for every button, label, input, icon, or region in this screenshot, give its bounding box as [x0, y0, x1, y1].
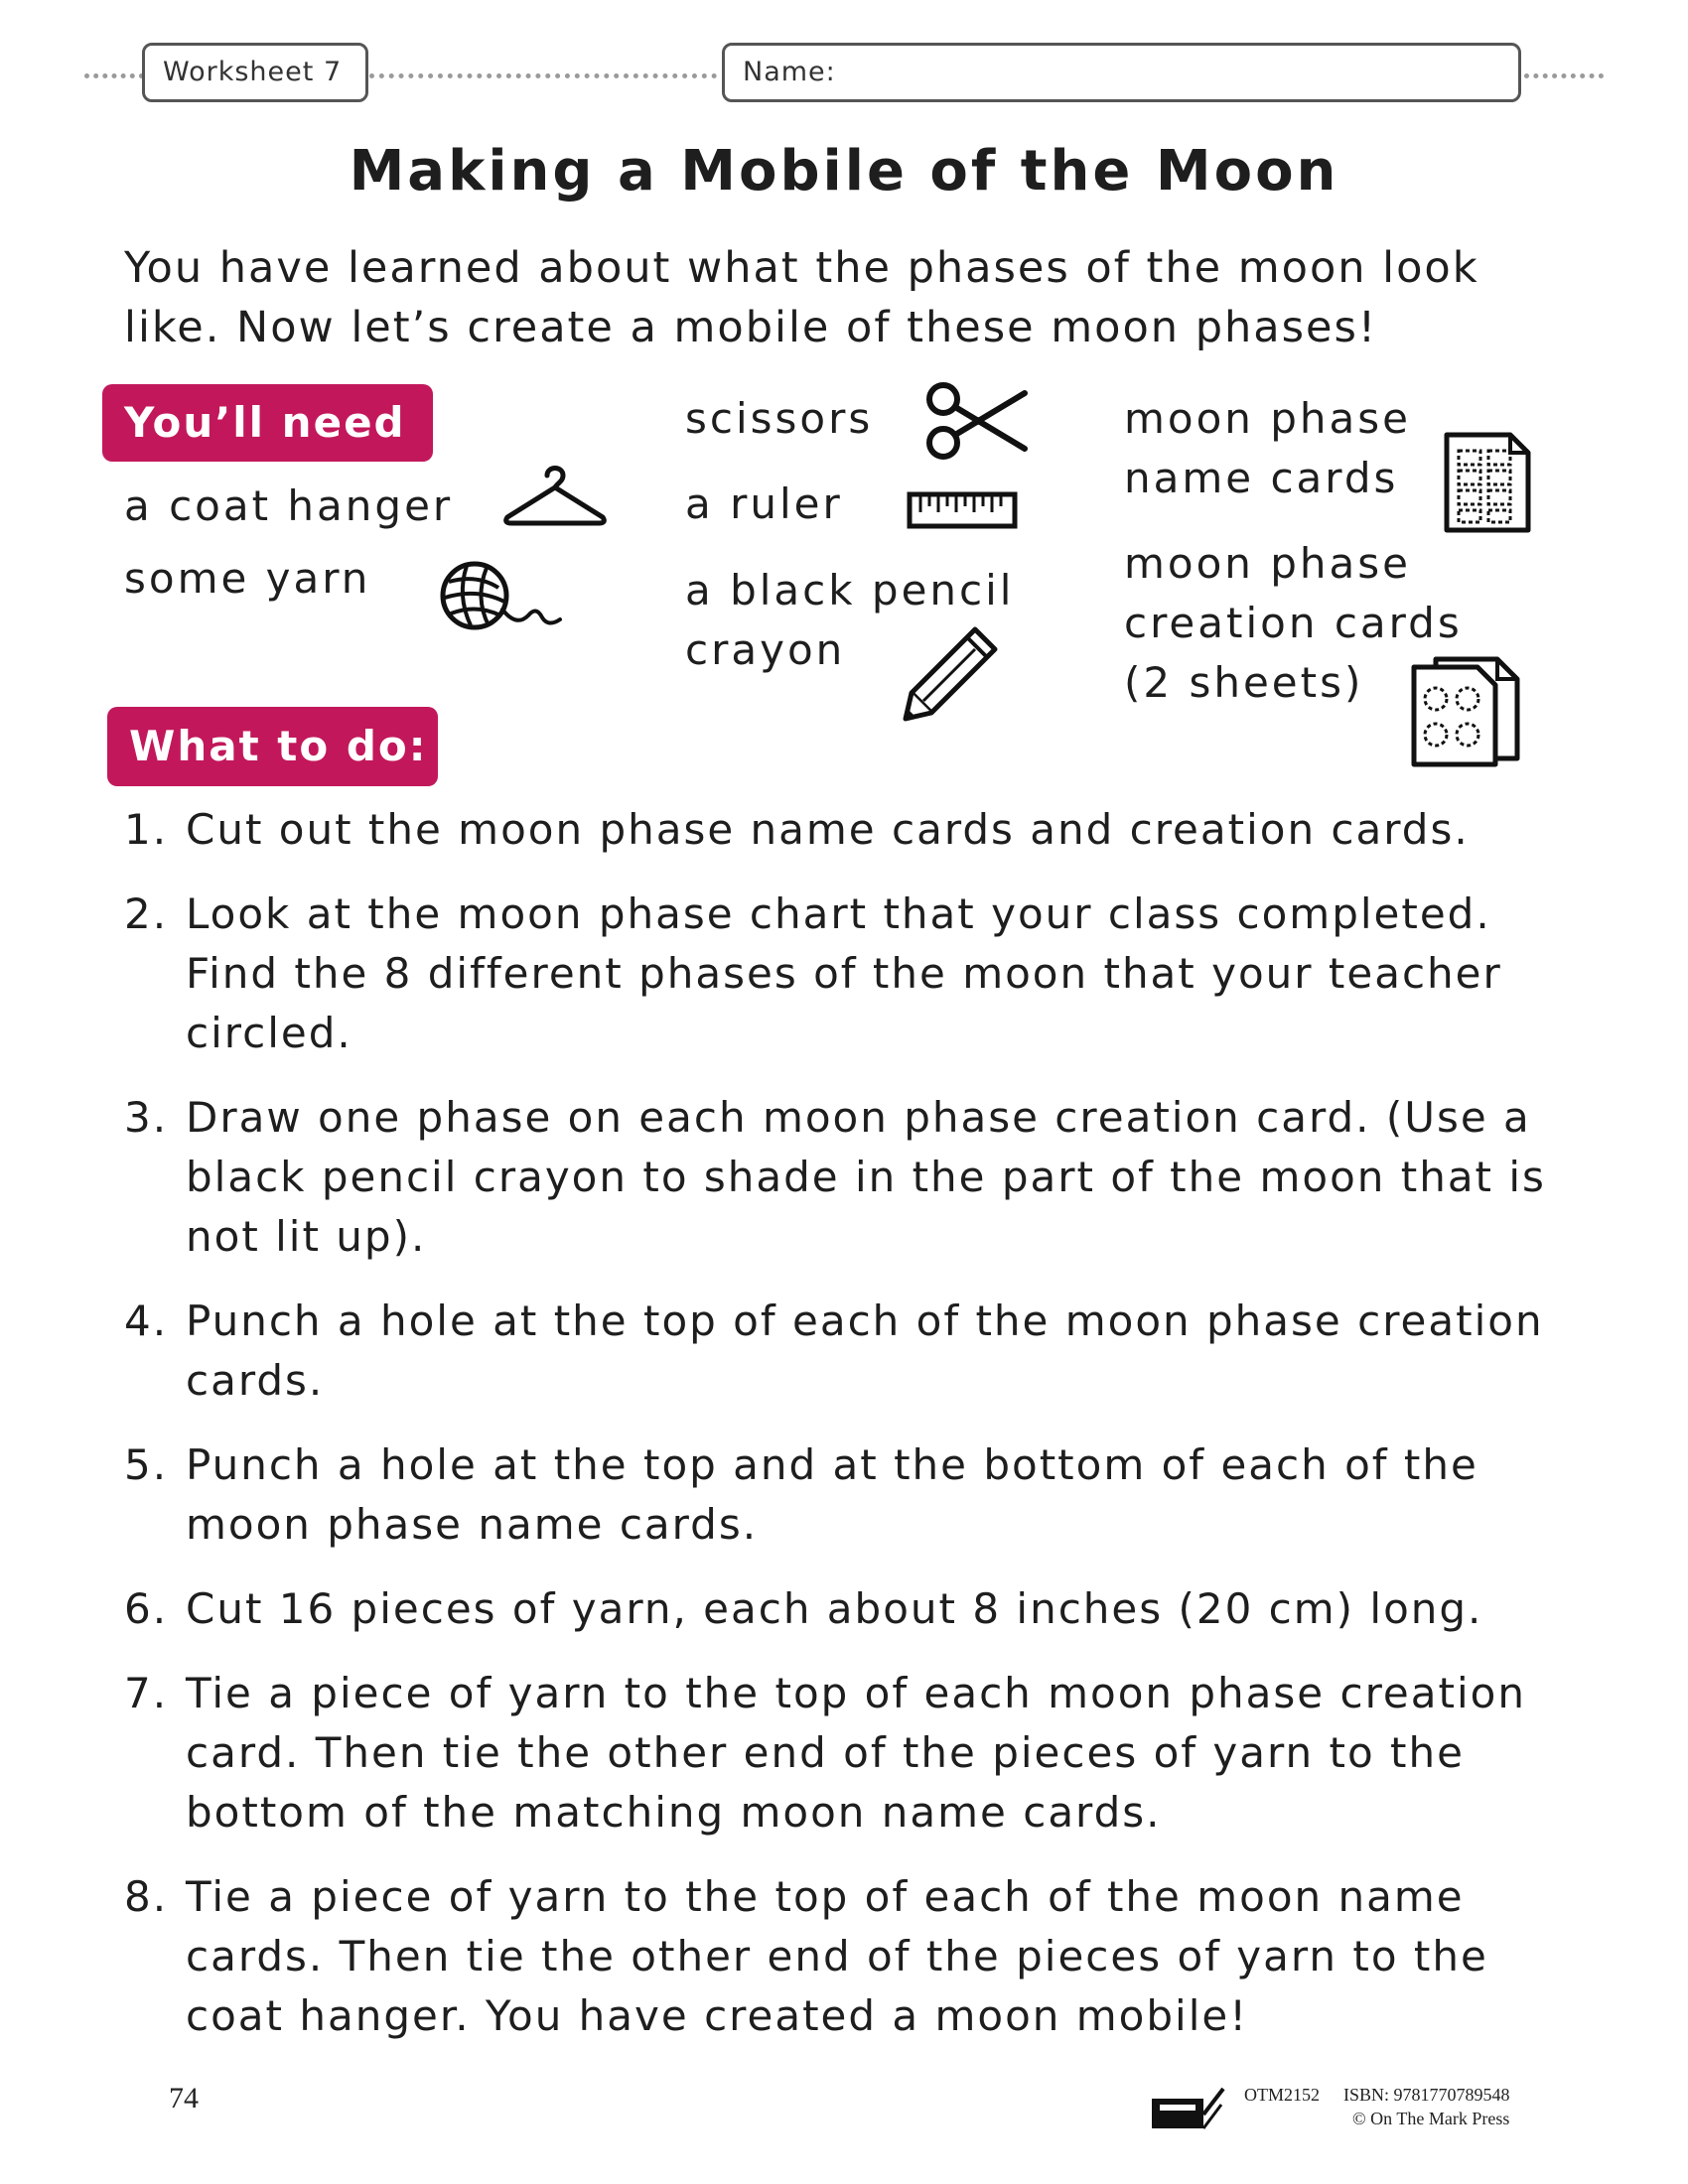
list-item: [124, 1435, 1594, 1555]
list-item: [124, 885, 1594, 1063]
publisher-logo-icon: [1150, 2085, 1225, 2130]
step-text: Punch a hole at the top of each of the moon phase creation cards.: [186, 1297, 1544, 1405]
step-text: Tie a piece of yarn to the top of each moon phase creation card. Then tie the other end of the pieces of yarn to the bottom of the matching moon name cards.: [186, 1669, 1526, 1837]
step-number: 3.: [124, 1093, 169, 1142]
copyright: © On The Mark Press: [1352, 2109, 1510, 2128]
list-item: [124, 1292, 1594, 1411]
header-dots-middle: [369, 73, 717, 78]
list-item: [124, 1579, 1594, 1639]
material-name-cards: moon phase name cards: [1124, 394, 1412, 502]
worksheet-label: Worksheet 7: [142, 43, 368, 102]
step-text: Cut 16 pieces of yarn, each about 8 inches (20 cm) long.: [186, 1584, 1483, 1633]
step-text: Cut out the moon phase name cards and creation cards.: [186, 805, 1470, 854]
scissors-icon: [921, 377, 1029, 465]
list-item: [124, 800, 1594, 860]
list-item: [124, 1088, 1594, 1267]
creation-cards-icon: [1408, 655, 1523, 768]
material-yarn: some yarn: [124, 554, 371, 603]
list-item: [124, 1664, 1594, 1843]
header-dots-left: [84, 73, 144, 78]
material-scissors: scissors: [685, 394, 874, 443]
coat-hanger-icon: [501, 462, 609, 531]
step-number: 4.: [124, 1297, 169, 1345]
product-code: OTM2152: [1244, 2085, 1320, 2105]
step-text: Punch a hole at the top and at the bottom of each of the moon phase name cards.: [186, 1440, 1478, 1549]
header-dots-right: [1524, 73, 1604, 78]
step-number: 1.: [124, 805, 169, 854]
yarn-ball-icon: [437, 558, 566, 635]
pencil-icon: [902, 623, 1001, 723]
step-number: 6.: [124, 1584, 169, 1633]
step-text: Tie a piece of yarn to the top of each of the moon name cards. Then tie the other end of the pieces of yarn to the coat hanger. You have created a moon mobile!: [186, 1872, 1488, 2040]
list-item: [124, 1867, 1594, 2046]
step-text: Draw one phase on each moon phase creation card. (Use a black pencil crayon to shade in the part of the moon that is not lit up).: [186, 1093, 1546, 1261]
steps-list: [124, 800, 1594, 2071]
page-number: 74: [169, 2082, 199, 2115]
step-number: 2.: [124, 889, 169, 938]
step-text: Look at the moon phase chart that your class completed. Find the 8 different phases of the moon that your teacher circled.: [186, 889, 1502, 1057]
needs-heading: You’ll need: [102, 384, 433, 462]
ruler-icon: [907, 488, 1018, 532]
todo-heading: What to do:: [107, 707, 438, 786]
page-title: Making a Mobile of the Moon: [349, 139, 1339, 204]
material-pencil: a black pencil crayon: [685, 566, 1015, 674]
material-ruler: a ruler: [685, 479, 843, 528]
name-cards-icon: [1443, 431, 1532, 534]
isbn: ISBN: 9781770789548: [1343, 2085, 1510, 2105]
step-number: 8.: [124, 1872, 169, 1921]
material-creation-cards: moon phase creation cards (2 sheets): [1124, 539, 1463, 707]
name-field[interactable]: Name:: [722, 43, 1521, 102]
step-number: 7.: [124, 1669, 169, 1717]
intro-text: You have learned about what the phases of the moon look like. Now let’s create a mobile of these moon phases!: [124, 243, 1479, 352]
step-number: 5.: [124, 1440, 169, 1489]
material-coat-hanger: a coat hanger: [124, 481, 454, 530]
